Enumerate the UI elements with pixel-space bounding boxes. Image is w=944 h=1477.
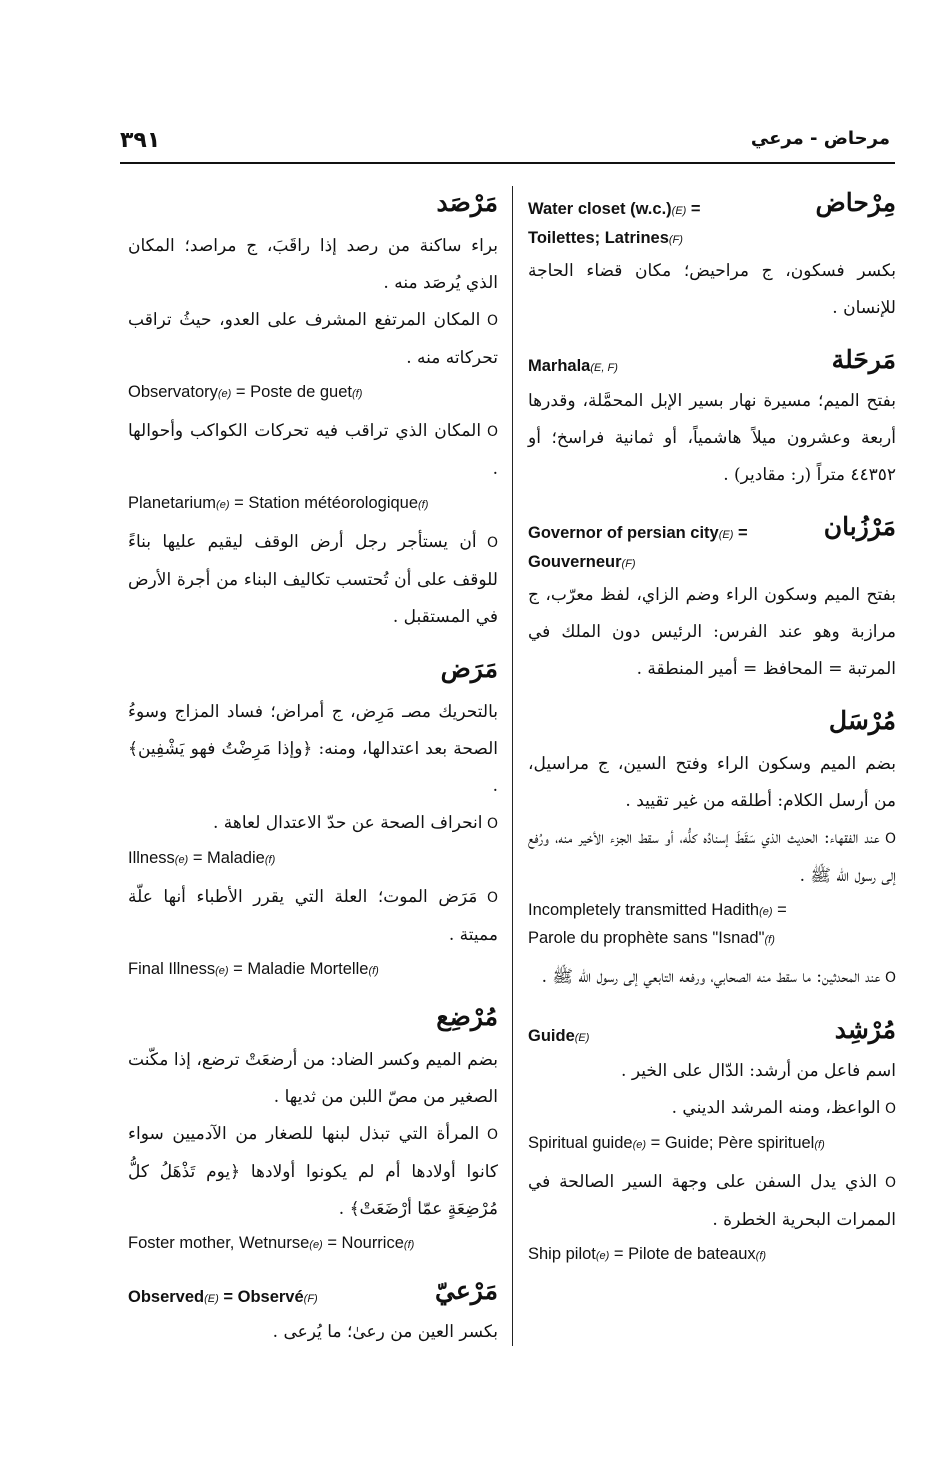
headword: مَرْعيّ [435, 1276, 498, 1305]
sense: O عند المحدثين: ما سقط منه الصحابي، ورفعه التابعي إلى رسول الله ﷺ . [528, 959, 896, 997]
page-header [120, 128, 890, 158]
definition: بكسر العين من رعىٰ؛ ما يُرعى . [272, 1322, 498, 1342]
headword: مَرْصَد [436, 188, 498, 217]
headword: مُرْسَل [828, 706, 896, 735]
running-head: مرحاض - مرعي [750, 128, 890, 149]
headword: مُرْشِد [834, 1015, 896, 1044]
definition: اسم فاعل من أرشد: الدّال على الخير . [621, 1061, 896, 1081]
definition: بضم الميم وكسر الضاد: من أرضعَتْ ترضع، إذا مكّنت الصغير من مصّ اللبن من ثديها . [128, 1050, 498, 1107]
translation: Observatory(e) = Poste de guet(f) [128, 383, 363, 401]
entry-marii [128, 1276, 498, 1351]
entry-marad [128, 654, 498, 984]
definition: بفتح الميم؛ مسيرة نهار بسير الإبل المحمَّلة، وقدرها أربعة وعشرون ميلاً هاشمياً، أو ثمانية فراسخ؛ أو ٤٤٣٥٢ متراً (ر: مقادير) . [528, 391, 896, 485]
definition: بالتحريك مصـ مَرِض، ج أمراض؛ فساد المزاج وسوءُ الصحة بعد اعتدالها، ومنه: ﴿وإذا مَرِضْتُ فهو يَشْفِين﴾ . [128, 702, 498, 796]
entry-mursal [528, 706, 896, 997]
definition: بكسر فسكون، ج مراحيض؛ مكان قضاء الحاجة للإنسان . [528, 261, 896, 318]
entry-marzuban [528, 512, 896, 688]
sense: O أن يستأجر رجل أرض الوقف ليقيم عليها بناءً للوقف على أن تُحتسب تكاليف البناء من أجرة الأرض في المستقبل . [128, 524, 498, 636]
right-column [528, 188, 896, 1287]
headword: مِرْحاض [815, 188, 896, 217]
entry-marhala [528, 345, 896, 494]
left-column [128, 188, 498, 1369]
translation: Foster mother, Wetnurse(e) = Nourrice(f) [128, 1234, 415, 1252]
translation: Planetarium(e) = Station météorologique(f) [128, 494, 429, 512]
translation: Spiritual guide(e) = Guide; Père spirituel(f) [528, 1134, 825, 1152]
headword: مَرحَلة [831, 345, 896, 374]
translation: Final Illness(e) = Maladie Mortelle(f) [128, 960, 379, 978]
french-equivalent: Toilettes; Latrines(F) [528, 229, 683, 247]
definition: براء ساكنة من رصد إذا راقَبَ، ج مراصد؛ المكان الذي يُرصَد منه . [128, 236, 498, 293]
entry-murshid [528, 1015, 896, 1269]
english-equivalent: Water closet (w.c.)(E) = [528, 200, 701, 218]
french-equivalent: Gouverneur(F) [528, 553, 636, 571]
english-equivalent: Guide(E) [528, 1027, 590, 1045]
headword: مُرْضِع [436, 1002, 498, 1031]
translation: Illness(e) = Maladie(f) [128, 849, 276, 867]
definition: بضم الميم وسكون الراء وفتح السين، ج مراسيل، من أرسل الكلام: أطلقه من غير تقييد . [528, 754, 896, 811]
sense: O المكان الذي تراقب فيه تحركات الكواكب وأحوالها . [128, 413, 498, 488]
definition: بفتح الميم وسكون الراء وضم الزاي، لفظ معرّب، ج مرازبة وهو عند الفرس: الرئيس دون الملك في المرتبة = المحافظ = أمير المنطقة . [528, 585, 896, 679]
page-number: ٣٩١ [120, 128, 161, 153]
sense: O مَرَض الموت؛ العلة التي يقرر الأطباء أنها علّة مميتة . [128, 879, 498, 954]
english-equivalent: Marhala(E, F) [528, 357, 618, 375]
headword: مَرَض [440, 654, 498, 683]
sense: O المرأة التي تبذل لبنها للصغار من الآدميين سواء كانوا أولادها أم لم يكونوا أولادها ﴿يوم تَذْهَلُ كلُّ مُرْضِعَةٍ عمّا أرْضَعَتْ﴾ . [128, 1116, 498, 1228]
translation: Incompletely transmitted Hadith(e) = Parole du prophète sans "Isnad"(f) [528, 901, 787, 947]
sense: O المكان المرتفع المشرف على العدو، حيثُ تراقب تحركاته منه . [128, 302, 498, 377]
column-divider [512, 186, 513, 1346]
entry-mirhad [528, 188, 896, 327]
entry-murdi [128, 1002, 498, 1258]
headword: مَرْزُبان [823, 512, 896, 541]
sense: O عند الفقهاء: الحديث الذي سَقَطَ إسنادُه كلُّه، أو سقط الجزء الأخير منه، ورُفع إلى رسول الله ﷺ . [528, 820, 896, 895]
translation: Ship pilot(e) = Pilote de bateaux(f) [528, 1245, 767, 1263]
sense: O الذي يدل السفن على وجهة السير الصالحة في الممرات البحرية الخطرة . [528, 1164, 896, 1239]
sense: O الواعظ، ومنه المرشد الديني . [528, 1090, 896, 1128]
sense: O انحراف الصحة عن حدّ الاعتدال لعاهة . [128, 805, 498, 843]
header-rule [120, 162, 895, 164]
entry-marsad [128, 188, 498, 636]
english-equivalent: Governor of persian city(E) = [528, 524, 748, 542]
english-french-equivalent: Observed(E) = Observé(F) [128, 1288, 318, 1306]
